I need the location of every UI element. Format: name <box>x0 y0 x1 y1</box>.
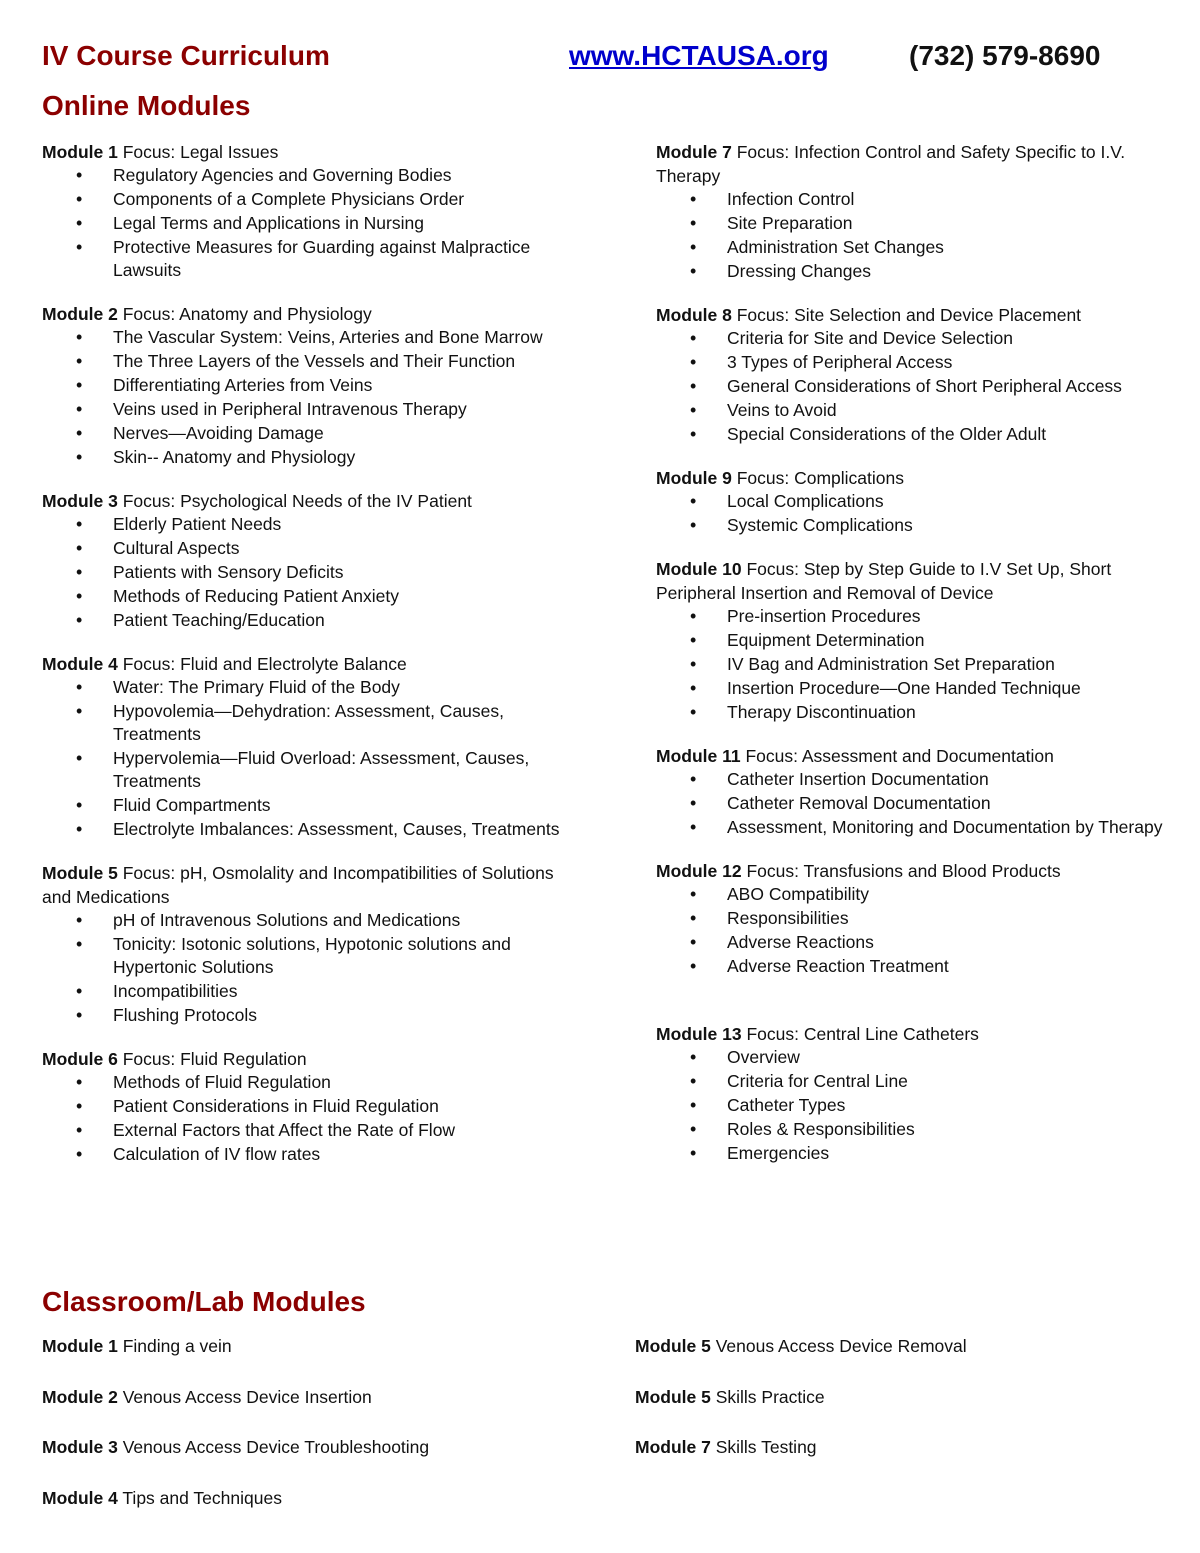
topic-list-item: • Systemic Complications <box>656 514 1186 537</box>
module-focus: Focus: Step by Step Guide to I.V Set Up, Short Peripheral Insertion and Removal of Device <box>656 559 1112 603</box>
module-heading <box>42 652 582 676</box>
lab-module-item <box>635 1334 967 1358</box>
topic-list <box>42 1071 582 1166</box>
module-number: Module 1 <box>42 142 118 162</box>
topic-list-item: • Legal Terms and Applications in Nursing <box>42 212 582 235</box>
module-heading <box>656 744 1186 768</box>
topic-list <box>42 513 582 632</box>
module-heading <box>656 140 1186 188</box>
topic-list-item: • Patients with Sensory Deficits <box>42 561 582 584</box>
module-heading <box>656 859 1186 883</box>
topic-list <box>656 768 1186 839</box>
topic-list-item: • Hypervolemia—Fluid Overload: Assessment, Causes, Treatments <box>42 747 582 793</box>
module-heading <box>656 1022 1186 1046</box>
topic-list <box>42 326 582 469</box>
module-title: Skills Testing <box>710 1437 817 1457</box>
lab-module-item <box>42 1435 429 1459</box>
topic-list-item: • Tonicity: Isotonic solutions, Hypotonic solutions and Hypertonic Solutions <box>42 933 582 979</box>
module-block <box>656 1022 1186 1165</box>
lab-module-item <box>42 1486 282 1510</box>
topic-list-item: • Hypovolemia—Dehydration: Assessment, Causes, Treatments <box>42 700 582 746</box>
topic-list-item: • Elderly Patient Needs <box>42 513 582 536</box>
page-header <box>42 40 1140 80</box>
module-number: Module 2 <box>42 304 118 324</box>
module-number: Module 3 <box>42 491 118 511</box>
module-focus: Focus: pH, Osmolality and Incompatibilities of Solutions and Medications <box>42 863 554 907</box>
topic-list-item: • Methods of Fluid Regulation <box>42 1071 582 1094</box>
lab-module-item <box>42 1385 372 1409</box>
module-block <box>656 140 1186 283</box>
module-number: Module 13 <box>656 1024 742 1044</box>
topic-list <box>656 327 1186 446</box>
module-title: Skills Practice <box>710 1387 825 1407</box>
topic-list <box>656 883 1186 978</box>
topic-list-item: • Methods of Reducing Patient Anxiety <box>42 585 582 608</box>
module-heading <box>42 489 582 513</box>
topic-list-item: • The Vascular System: Veins, Arteries and Bone Marrow <box>42 326 582 349</box>
topic-list-item: • Protective Measures for Guarding against Malpractice Lawsuits <box>42 236 582 282</box>
topic-list <box>42 676 582 841</box>
module-focus: Focus: Central Line Catheters <box>741 1024 979 1044</box>
module-number: Module 3 <box>42 1437 118 1457</box>
topic-list-item: • Roles & Responsibilities <box>656 1118 1186 1141</box>
topic-list-item: • Equipment Determination <box>656 629 1186 652</box>
topic-list-item: • Therapy Discontinuation <box>656 701 1186 724</box>
module-number: Module 4 <box>42 654 118 674</box>
topic-list-item: • Pre-insertion Procedures <box>656 605 1186 628</box>
module-block <box>656 466 1186 537</box>
topic-list-item: • Catheter Types <box>656 1094 1186 1117</box>
module-block <box>656 859 1186 978</box>
module-focus: Focus: Assessment and Documentation <box>740 746 1054 766</box>
topic-list <box>42 164 582 282</box>
topic-list-item: • Assessment, Monitoring and Documentation by Therapy <box>656 816 1186 839</box>
module-number: Module 4 <box>42 1488 118 1508</box>
module-number: Module 9 <box>656 468 732 488</box>
module-number: Module 2 <box>42 1387 118 1407</box>
module-heading <box>42 861 582 909</box>
topic-list <box>656 490 1186 537</box>
topic-list-item: • pH of Intravenous Solutions and Medications <box>42 909 582 932</box>
module-focus: Focus: Complications <box>731 468 904 488</box>
module-focus: Focus: Fluid and Electrolyte Balance <box>117 654 407 674</box>
module-number: Module 8 <box>656 305 732 325</box>
module-title: Venous Access Device Insertion <box>117 1387 372 1407</box>
topic-list-item: • Insertion Procedure—One Handed Technique <box>656 677 1186 700</box>
topic-list-item: • Skin-- Anatomy and Physiology <box>42 446 582 469</box>
topic-list-item: • ABO Compatibility <box>656 883 1186 906</box>
topic-list-item: • Components of a Complete Physicians Order <box>42 188 582 211</box>
topic-list-item: • The Three Layers of the Vessels and Their Function <box>42 350 582 373</box>
topic-list-item: • General Considerations of Short Peripheral Access <box>656 375 1186 398</box>
topic-list-item: • Nerves—Avoiding Damage <box>42 422 582 445</box>
website-link[interactable]: www.HCTAUSA.org <box>569 40 829 71</box>
online-modules-heading: Online Modules <box>42 90 251 121</box>
module-heading <box>42 1047 582 1071</box>
module-heading <box>656 466 1186 490</box>
module-focus: Focus: Infection Control and Safety Specific to I.V. Therapy <box>656 142 1126 186</box>
topic-list-item: • IV Bag and Administration Set Preparation <box>656 653 1186 676</box>
topic-list-item: • Regulatory Agencies and Governing Bodies <box>42 164 582 187</box>
module-focus: Focus: Site Selection and Device Placement <box>731 305 1082 325</box>
module-block <box>42 861 582 1027</box>
topic-list-item: • Adverse Reactions <box>656 931 1186 954</box>
topic-list-item: • Differentiating Arteries from Veins <box>42 374 582 397</box>
online-modules-right-column <box>656 140 1186 1185</box>
module-number: Module 5 <box>635 1387 711 1407</box>
topic-list <box>42 909 582 1027</box>
topic-list-item: • Patient Teaching/Education <box>42 609 582 632</box>
topic-list-item: • Responsibilities <box>656 907 1186 930</box>
lab-module-item <box>635 1385 825 1409</box>
module-block <box>42 489 582 632</box>
module-number: Module 11 <box>656 746 741 766</box>
module-focus: Focus: Legal Issues <box>117 142 279 162</box>
topic-list-item: • Special Considerations of the Older Adult <box>656 423 1186 446</box>
topic-list-item: • Catheter Removal Documentation <box>656 792 1186 815</box>
topic-list-item: • Electrolyte Imbalances: Assessment, Causes, Treatments <box>42 818 582 841</box>
topic-list-item: • Adverse Reaction Treatment <box>656 955 1186 978</box>
topic-list-item: • Incompatibilities <box>42 980 582 1003</box>
topic-list <box>656 188 1186 283</box>
module-focus: Focus: Anatomy and Physiology <box>117 304 372 324</box>
module-title: Venous Access Device Removal <box>710 1336 967 1356</box>
module-block <box>42 1047 582 1166</box>
module-number: Module 5 <box>635 1336 711 1356</box>
topic-list <box>656 1046 1186 1165</box>
topic-list-item: • Patient Considerations in Fluid Regulation <box>42 1095 582 1118</box>
topic-list-item: • Cultural Aspects <box>42 537 582 560</box>
topic-list-item: • 3 Types of Peripheral Access <box>656 351 1186 374</box>
module-number: Module 7 <box>656 142 732 162</box>
module-title: Tips and Techniques <box>117 1488 282 1508</box>
topic-list-item: • External Factors that Affect the Rate of Flow <box>42 1119 582 1142</box>
page-title: IV Course Curriculum <box>42 40 330 71</box>
topic-list-item: • Overview <box>656 1046 1186 1069</box>
topic-list-item: • Site Preparation <box>656 212 1186 235</box>
module-number: Module 5 <box>42 863 118 883</box>
module-block <box>42 302 582 469</box>
topic-list-item: • Calculation of IV flow rates <box>42 1143 582 1166</box>
topic-list-item: • Catheter Insertion Documentation <box>656 768 1186 791</box>
topic-list-item: • Water: The Primary Fluid of the Body <box>42 676 582 699</box>
lab-module-item <box>635 1435 817 1459</box>
classroom-lab-heading: Classroom/Lab Modules <box>42 1286 366 1317</box>
module-title: Venous Access Device Troubleshooting <box>117 1437 430 1457</box>
module-focus: Focus: Psychological Needs of the IV Patient <box>117 491 472 511</box>
topic-list-item: • Administration Set Changes <box>656 236 1186 259</box>
topic-list-item: • Veins used in Peripheral Intravenous Therapy <box>42 398 582 421</box>
topic-list-item: • Dressing Changes <box>656 260 1186 283</box>
module-number: Module 1 <box>42 1336 118 1356</box>
module-block <box>656 744 1186 839</box>
module-number: Module 10 <box>656 559 742 579</box>
module-focus: Focus: Fluid Regulation <box>117 1049 307 1069</box>
topic-list-item: • Criteria for Central Line <box>656 1070 1186 1093</box>
module-number: Module 6 <box>42 1049 118 1069</box>
module-heading <box>42 302 582 326</box>
topic-list-item: • Flushing Protocols <box>42 1004 582 1027</box>
topic-list-item: • Emergencies <box>656 1142 1186 1165</box>
module-number: Module 12 <box>656 861 742 881</box>
topic-list <box>656 605 1186 724</box>
topic-list-item: • Criteria for Site and Device Selection <box>656 327 1186 350</box>
topic-list-item: • Local Complications <box>656 490 1186 513</box>
phone-number: (732) 579-8690 <box>909 40 1101 71</box>
module-title: Finding a vein <box>117 1336 232 1356</box>
module-heading <box>656 303 1186 327</box>
module-block <box>42 652 582 841</box>
module-focus: Focus: Transfusions and Blood Products <box>741 861 1061 881</box>
topic-list-item: • Fluid Compartments <box>42 794 582 817</box>
module-block <box>656 303 1186 446</box>
topic-list-item: • Infection Control <box>656 188 1186 211</box>
module-heading <box>42 140 582 164</box>
module-block <box>42 140 582 282</box>
online-modules-left-column <box>42 140 582 1186</box>
module-number: Module 7 <box>635 1437 711 1457</box>
lab-module-item <box>42 1334 232 1358</box>
module-block <box>656 557 1186 724</box>
module-heading <box>656 557 1186 605</box>
topic-list-item: • Veins to Avoid <box>656 399 1186 422</box>
